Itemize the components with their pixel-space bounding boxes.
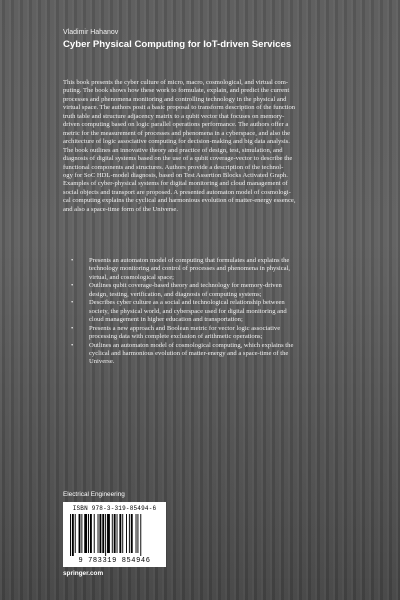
barcode-bar — [126, 514, 127, 553]
description-line: truth table and structure adjacency matrix to a qubit vector that focuses on memory- — [63, 112, 285, 120]
description-line: and also a space-time form of the Universe. — [63, 205, 178, 213]
description-line: The book outlines an innovative theory and practice of design, test, simulation, and — [63, 146, 283, 154]
feature-item — [71, 342, 347, 367]
description-line: driven computing based on logic parallel operations performance. The authors offer a — [63, 121, 289, 129]
barcode-bar — [140, 514, 141, 556]
barcode-bar — [79, 514, 81, 553]
barcode-bar — [105, 514, 106, 556]
feature-item — [71, 325, 347, 342]
isbn-number: ISBN 978-3-319-85494-6 — [72, 505, 157, 512]
feature-line: Presents an automaton model of computing that formulates and explains the — [89, 257, 290, 264]
barcode-bar — [107, 514, 110, 553]
bullet-icon: • — [71, 282, 74, 290]
feature-line: cyclical and harmonious evolution of matter-energy and a space-time of the — [89, 349, 289, 357]
barcode-bar — [88, 514, 89, 553]
bullet-icon: • — [71, 257, 74, 264]
barcode-bar — [70, 514, 71, 556]
ean-digits: 9 783319 854946 — [78, 557, 151, 565]
barcode-bar — [131, 514, 133, 553]
bullet-icon: • — [71, 299, 74, 307]
publisher-website: springer.com — [63, 570, 104, 577]
feature-item — [71, 282, 347, 299]
description-line: functional components and structures. Authors provide a description of the technol- — [63, 163, 284, 171]
barcode-icon — [68, 514, 161, 556]
barcode-bar — [102, 514, 104, 553]
barcode-bar — [99, 514, 101, 553]
feature-line: Presents a new approach and Boolean metric for vector logic associative — [89, 324, 281, 332]
feature-item — [71, 299, 347, 324]
feature-line: Describes cyber culture as a social and technological relationship between — [89, 299, 285, 307]
barcode-bar — [81, 514, 82, 553]
feature-line: Outlines qubit coverage-based theory and technology for memory-driven — [89, 282, 282, 290]
feature-line: society, the physical world, and cyberspace used for digital monitoring and — [89, 307, 287, 315]
feature-line: virtual, and cosmological space; — [89, 273, 174, 281]
feature-line: technology monitoring and control of processes and phenomena in physical, — [89, 265, 291, 273]
barcode-bar — [75, 514, 76, 553]
barcode-bar — [129, 514, 130, 553]
barcode-bar — [84, 514, 87, 553]
description-line: diagnosis of digital systems based on the use of a qubit coverage-vector to describe the — [63, 155, 293, 163]
description-line: Examples of cyber-physical systems for digital monitoring and cloud management of — [63, 180, 288, 188]
feature-line: Outlines an automaton model of cosmological computing, which explains the — [89, 341, 294, 349]
barcode-bar — [114, 514, 116, 553]
isbn-barcode — [63, 502, 166, 567]
barcode-bar — [137, 514, 138, 553]
barcode-bar — [119, 514, 121, 553]
barcode-bar — [136, 514, 137, 553]
barcode-bar — [122, 514, 123, 553]
description-line: social objects and transport are proposed. A presented automaton model of cosmologi- — [63, 188, 291, 196]
barcode-bar — [90, 514, 92, 553]
bullet-icon: • — [71, 341, 74, 349]
description-line: puting. The book shows how these work to formulate, explain, and predict the current — [63, 87, 290, 95]
barcode-bar — [117, 514, 118, 553]
subject-category: Electrical Engineering — [63, 491, 125, 498]
feature-line: cloud management in higher education and transportation; — [89, 316, 243, 324]
description-line: cal computing explains the cyclical and harmonious evolution of matter-energy essence, — [63, 197, 296, 205]
author-name: Vladimir Hahanov — [63, 29, 119, 36]
book-title: Cyber Physical Computing for IoT-driven Services — [63, 39, 292, 50]
book-description — [63, 79, 347, 214]
description-line: ogy for SoC HDL-model diagnosis, based on Test Assertion Blocks Activated Graph. — [63, 171, 288, 179]
description-line: processes and phenomena monitoring and controlling technology in the physical and — [63, 95, 287, 103]
feature-line: Universe. — [89, 358, 115, 366]
barcode-bar — [112, 514, 113, 553]
feature-item — [71, 257, 347, 282]
feature-line: design, testing, verification, and diagnosis of computing systems; — [89, 290, 262, 298]
feature-list — [71, 257, 347, 367]
description-line: architecture of logic associative computing for decision-making and big data analysis. — [63, 138, 290, 146]
description-line: metric for the measurement of processes and phenomena in a cyberspace, and also the — [63, 129, 291, 137]
barcode-bar — [98, 514, 99, 553]
bullet-icon: • — [71, 324, 74, 332]
barcode-bar — [94, 514, 95, 553]
description-line: virtual space. The authors posit a basic proposal to transform description of the function — [63, 104, 296, 112]
feature-line: processing data with complete exclusion of arithmetic operations; — [89, 333, 263, 341]
description-line: This book presents the cyber culture of micro, macro, cosmological, and virtual com- — [63, 79, 289, 86]
barcode-bar — [72, 514, 74, 556]
